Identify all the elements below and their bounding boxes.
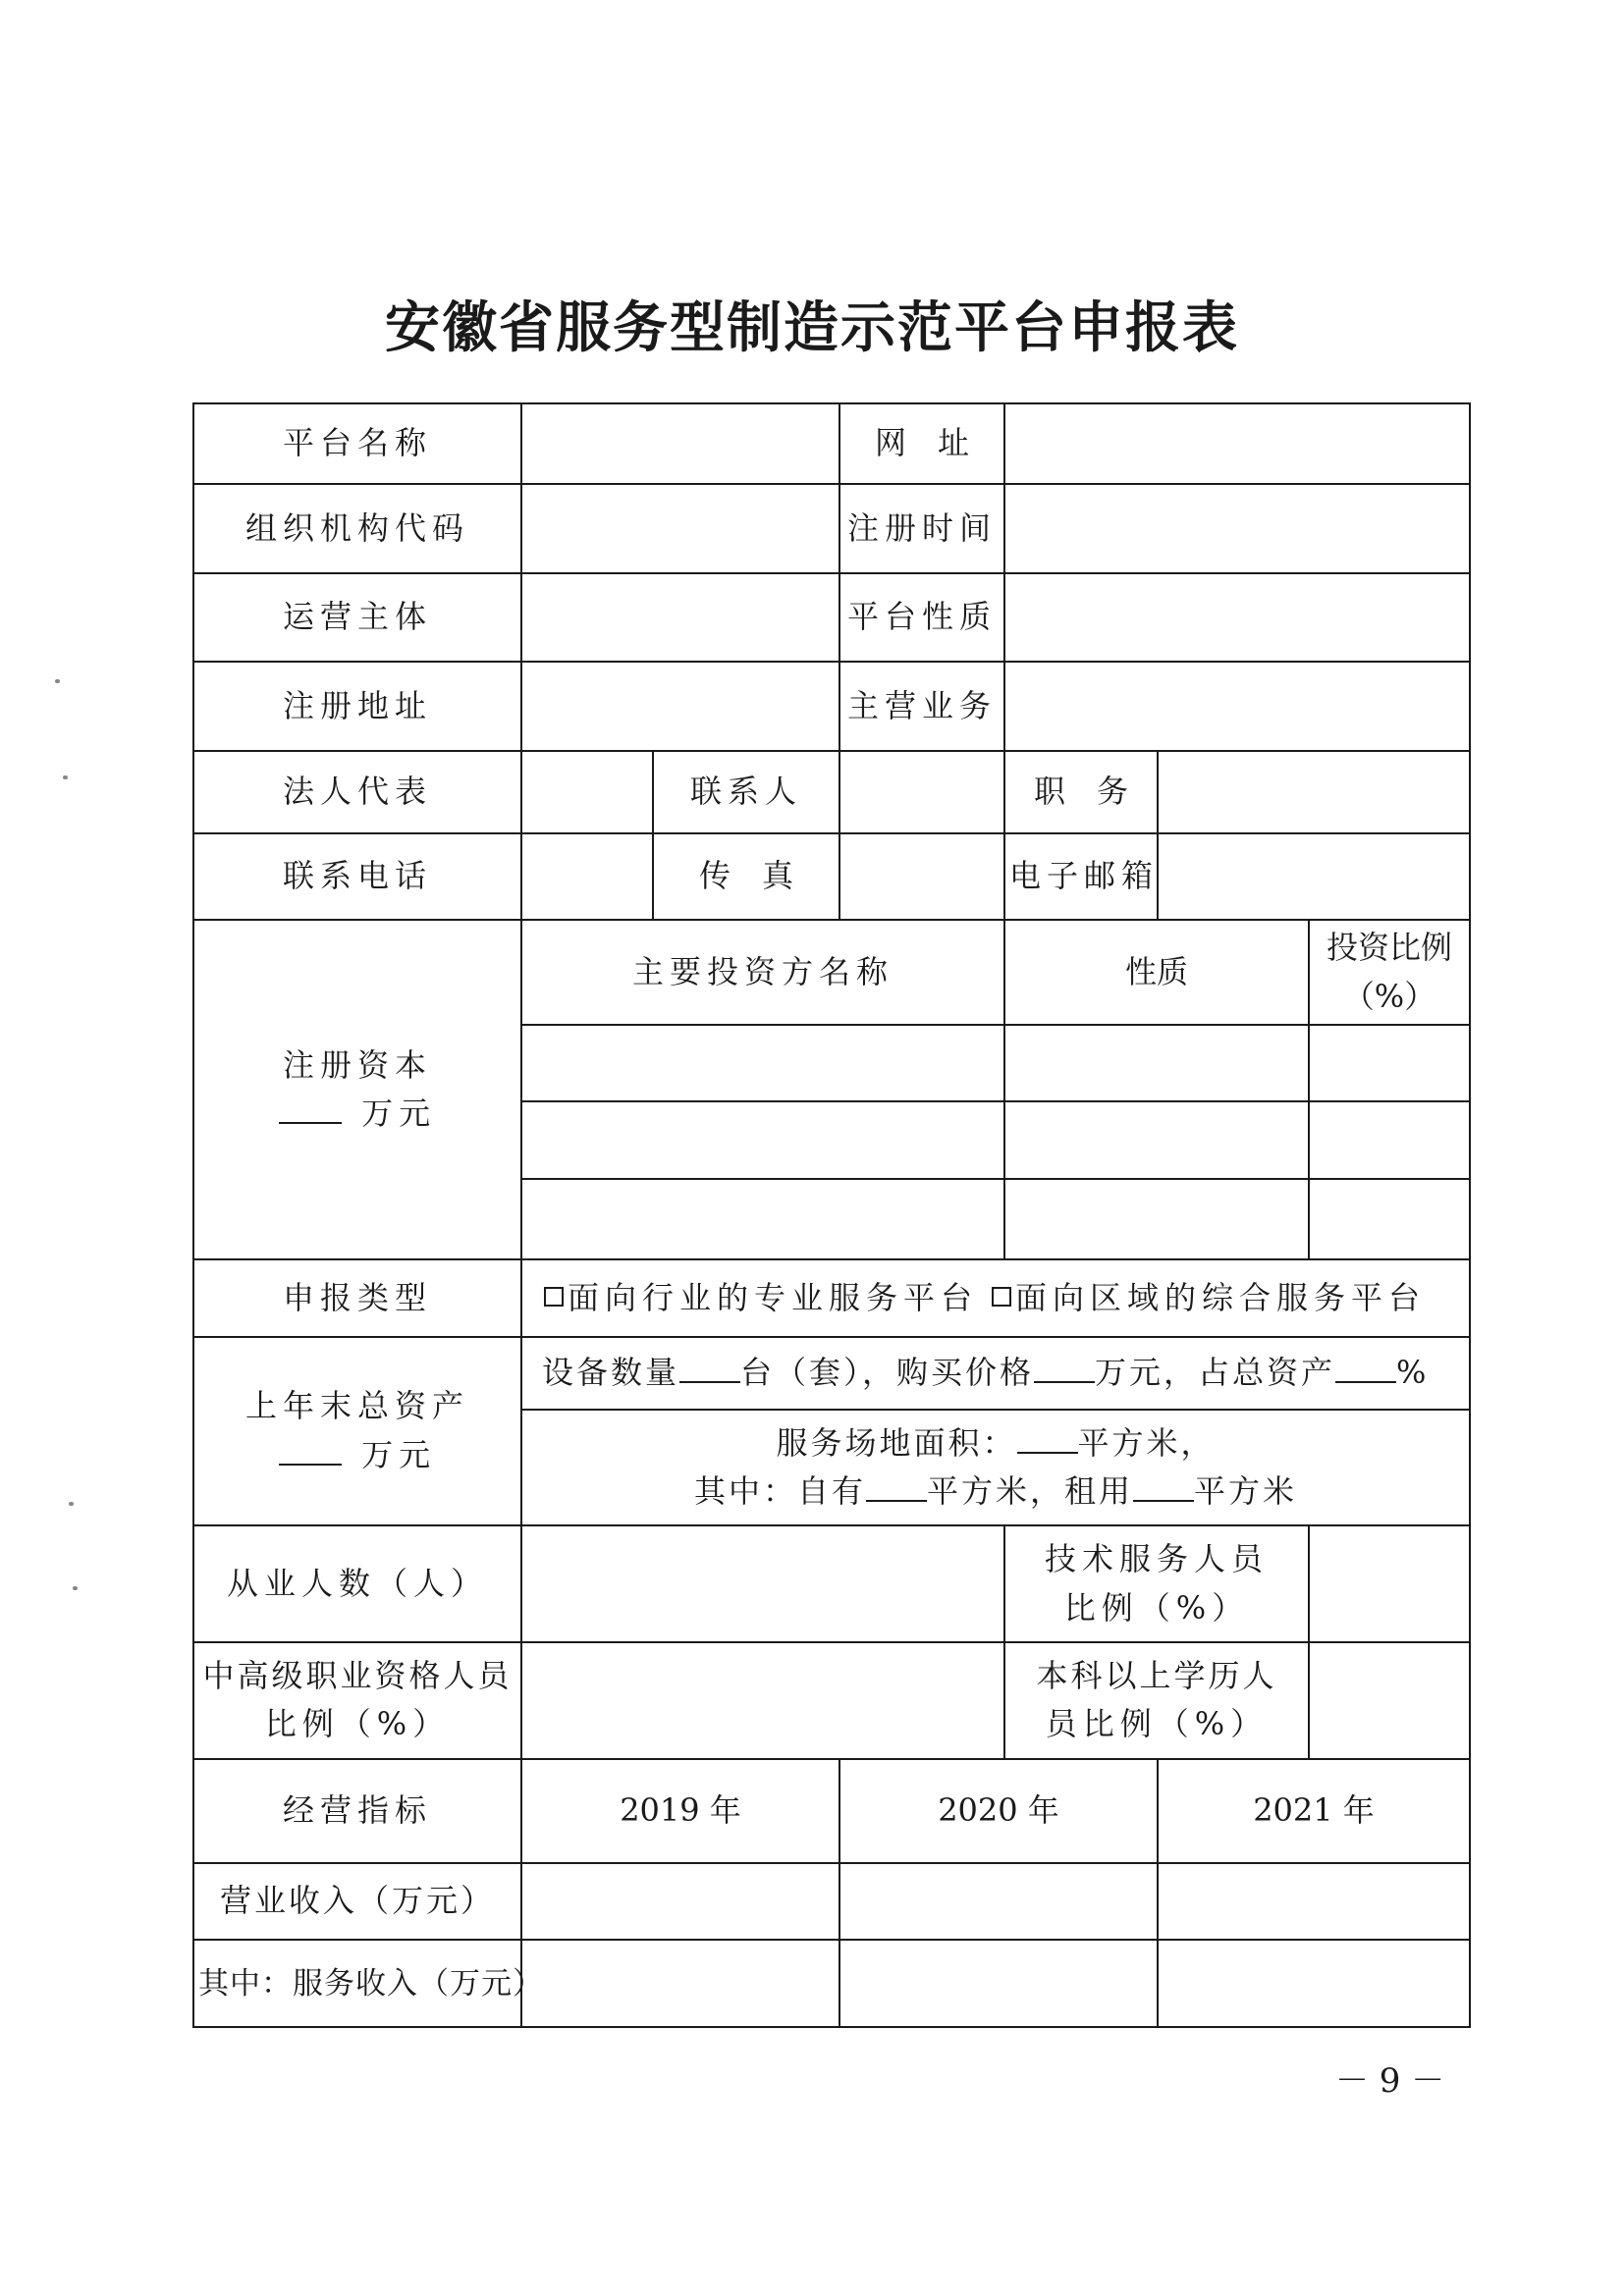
field-service-revenue-2020[interactable]	[839, 1940, 1158, 2027]
qualified-line2: 比例（%）	[264, 1705, 451, 1743]
row-service-revenue	[193, 1940, 1470, 2027]
assets-unit: 万元	[361, 1435, 437, 1473]
field-staff-count[interactable]	[521, 1525, 1004, 1642]
label-phone: 联系电话	[193, 833, 521, 920]
field-register-time[interactable]	[1004, 484, 1470, 572]
site-area-blank[interactable]	[1017, 1451, 1078, 1454]
label-email: 电子邮箱	[1004, 833, 1158, 920]
label-registered-capital	[193, 920, 521, 1259]
capital-label: 注册资本	[282, 1045, 432, 1084]
field-register-address[interactable]	[521, 662, 839, 750]
field-operator[interactable]	[521, 573, 839, 662]
row-platform-name	[193, 403, 1470, 484]
label-operator: 运营主体	[193, 573, 521, 662]
field-degree-ratio[interactable]	[1309, 1642, 1470, 1759]
rent-area-blank[interactable]	[1133, 1499, 1194, 1502]
field-main-business[interactable]	[1004, 662, 1470, 750]
declare-type-options	[521, 1259, 1470, 1336]
field-email[interactable]	[1158, 833, 1470, 920]
label-degree-ratio	[1004, 1642, 1309, 1759]
label-fax: 传 真	[653, 833, 839, 920]
page-title: 安徽省服务型制造示范平台申报表	[385, 296, 1239, 360]
equip-price-blank[interactable]	[1034, 1380, 1095, 1383]
label-main-business: 主营业务	[839, 662, 1004, 750]
tech-ratio-line2: 比例（%）	[1063, 1588, 1250, 1627]
equip-count-label: 设备数量	[542, 1353, 680, 1391]
page-number: － 9 －	[1335, 2061, 1445, 2101]
row-qualified	[193, 1642, 1470, 1759]
label-qualified-ratio	[193, 1642, 521, 1759]
field-platform-name[interactable]	[521, 403, 839, 484]
own-area-blank[interactable]	[866, 1499, 927, 1502]
label-org-code: 组织机构代码	[193, 484, 521, 572]
field-investor-nature[interactable]	[1004, 1101, 1309, 1178]
scan-speck	[73, 1586, 78, 1590]
field-phone[interactable]	[521, 833, 653, 920]
site-area-info	[521, 1410, 1470, 1526]
row-legal-rep	[193, 751, 1470, 833]
field-revenue-2019[interactable]	[521, 1863, 839, 1940]
degree-line1: 本科以上学历人	[1036, 1656, 1277, 1694]
own-label: 其中：自有	[693, 1472, 866, 1511]
field-investor-ratio[interactable]	[1309, 1179, 1470, 1259]
equipment-info	[521, 1337, 1470, 1410]
label-register-time: 注册时间	[839, 484, 1004, 572]
row-phone	[193, 833, 1470, 920]
option-industry-platform[interactable]	[544, 1274, 978, 1323]
label-service-revenue: 其中：服务收入（万元）	[193, 1940, 521, 2027]
field-revenue-2020[interactable]	[839, 1863, 1158, 1940]
header-year-2020: 2020 年	[839, 1759, 1158, 1864]
capital-unit: 万元	[361, 1095, 437, 1133]
field-tech-staff-ratio[interactable]	[1309, 1525, 1470, 1642]
label-website: 网 址	[839, 403, 1004, 484]
row-org-code	[193, 484, 1470, 572]
qualified-line1: 中高级职业资格人员	[202, 1656, 513, 1694]
label-platform-name: 平台名称	[193, 403, 521, 484]
field-revenue-2021[interactable]	[1158, 1863, 1470, 1940]
field-investor-nature[interactable]	[1004, 1179, 1309, 1259]
equip-price-label: 台（套），购买价格	[740, 1353, 1035, 1391]
row-operator	[193, 573, 1470, 662]
row-staff	[193, 1525, 1470, 1642]
degree-line2: 员比例（%）	[1045, 1705, 1269, 1743]
field-investor-ratio[interactable]	[1309, 1101, 1470, 1178]
assets-label: 上年末总资产	[244, 1387, 469, 1425]
field-investor-name[interactable]	[521, 1101, 1004, 1178]
field-qualified-ratio[interactable]	[521, 1642, 1004, 1759]
field-fax[interactable]	[839, 833, 1004, 920]
label-register-address: 注册地址	[193, 662, 521, 750]
option-regional-platform[interactable]	[992, 1274, 1426, 1323]
label-total-assets	[193, 1337, 521, 1526]
site-area-label: 服务场地面积：	[776, 1423, 1017, 1462]
row-revenue	[193, 1863, 1470, 1940]
field-investor-name[interactable]	[521, 1025, 1004, 1101]
tech-ratio-line1: 技术服务人员	[1044, 1540, 1269, 1578]
field-investor-name[interactable]	[521, 1179, 1004, 1259]
equip-share-label: 万元，占总资产	[1095, 1353, 1336, 1391]
header-year-2019: 2019 年	[521, 1759, 839, 1864]
rent-label: 平方米，租用	[927, 1472, 1134, 1511]
capital-amount-line	[198, 1090, 516, 1139]
field-investor-nature[interactable]	[1004, 1025, 1309, 1101]
label-contact-person: 联系人	[653, 751, 839, 833]
field-legal-rep[interactable]	[521, 751, 653, 833]
scan-speck	[63, 775, 68, 779]
site-area-unit: 平方米，	[1077, 1423, 1216, 1462]
field-platform-nature[interactable]	[1004, 573, 1470, 662]
field-position[interactable]	[1158, 751, 1470, 833]
row-declare-type	[193, 1259, 1470, 1336]
header-investor-name: 主要投资方名称	[521, 920, 1004, 1025]
row-address	[193, 662, 1470, 750]
option-regional-label: 面向区域的综合服务平台	[1015, 1278, 1427, 1316]
header-investment-ratio	[1309, 920, 1470, 1025]
label-revenue: 营业收入（万元）	[193, 1863, 521, 1940]
field-investor-ratio[interactable]	[1309, 1025, 1470, 1101]
field-website[interactable]	[1004, 403, 1470, 484]
checkbox-regional[interactable]	[992, 1287, 1011, 1307]
field-contact-person[interactable]	[839, 751, 1004, 833]
equip-share-unit: %	[1396, 1353, 1430, 1391]
checkbox-industry[interactable]	[544, 1287, 564, 1307]
ratio-line2: （%）	[1342, 977, 1436, 1015]
assets-amount-blank[interactable]	[279, 1463, 342, 1466]
application-form-table	[192, 402, 1471, 2028]
capital-amount-blank[interactable]	[279, 1121, 342, 1124]
row-capital-header	[193, 920, 1470, 1025]
assets-amount-line	[198, 1431, 516, 1480]
scan-speck	[55, 679, 60, 683]
field-service-revenue-2021[interactable]	[1158, 1940, 1470, 2027]
scan-speck	[69, 1502, 74, 1506]
row-indicators-header	[193, 1759, 1470, 1864]
label-staff-count: 从业人数（人）	[193, 1525, 521, 1642]
site-area-line	[526, 1419, 1465, 1468]
label-position: 职 务	[1004, 751, 1158, 833]
site-ownership-line	[526, 1468, 1465, 1517]
label-tech-staff-ratio	[1004, 1525, 1309, 1642]
label-legal-rep: 法人代表	[193, 751, 521, 833]
label-platform-nature: 平台性质	[839, 573, 1004, 662]
field-org-code[interactable]	[521, 484, 839, 572]
rent-unit: 平方米	[1194, 1472, 1298, 1511]
equip-share-blank[interactable]	[1335, 1380, 1396, 1383]
equip-count-blank[interactable]	[679, 1380, 740, 1383]
row-total-assets-equipment	[193, 1337, 1470, 1410]
header-year-2021: 2021 年	[1158, 1759, 1470, 1864]
label-business-indicators: 经营指标	[193, 1759, 521, 1864]
option-industry-label: 面向行业的专业服务平台	[568, 1278, 979, 1316]
ratio-line1: 投资比例	[1326, 929, 1453, 967]
header-investor-nature: 性质	[1004, 920, 1309, 1025]
label-declare-type: 申报类型	[193, 1259, 521, 1336]
field-service-revenue-2019[interactable]	[521, 1940, 839, 2027]
